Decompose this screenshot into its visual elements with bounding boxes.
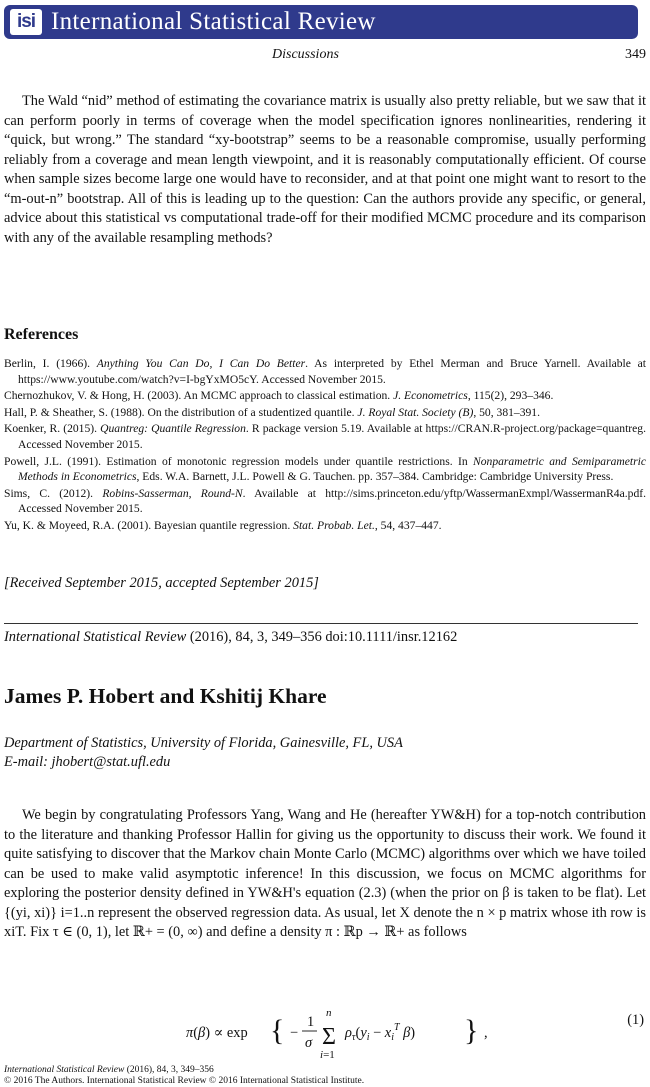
- page-footer: [4, 1065, 364, 1087]
- affiliation-block: [4, 734, 403, 772]
- equation-number: (1): [627, 1012, 644, 1028]
- affiliation: Department of Statistics, University of Florida, Gainesville, FL, USA: [4, 735, 403, 751]
- footer-citation: International Statistical Review (2016), 84, 3, 349–356: [4, 1065, 214, 1075]
- svg-text:i=1: i=1: [320, 1049, 335, 1061]
- svg-text:,: ,: [484, 1025, 488, 1041]
- svg-text:n: n: [326, 1007, 332, 1019]
- reference-item: Yu, K. & Moyeed, R.A. (2001). Bayesian quantile regression. Stat. Probab. Let., 54, 437–447.: [4, 518, 442, 532]
- reference-item: Sims, C. (2012). Robins-Sasserman, Round-N. Available at http://sims.princeton.edu/yftp/WassermanExmpl/WassermanR4a.pdf. Accessed November 2015.: [4, 486, 647, 516]
- svg-text:1: 1: [307, 1014, 315, 1030]
- journal-title: International Statistical Review: [51, 8, 376, 35]
- reference-item: Hall, P. & Sheather, S. (1988). On the distribution of a studentized quantile. J. Royal Stat. Society (B), 50, 381–391.: [4, 405, 540, 419]
- running-head: [0, 47, 646, 67]
- intro-paragraph: The Wald “nid” method of estimating the covariance matrix is usually also pretty reliable, but we saw that it can perform poorly in terms of coverage when the model specification ignores nonlinearities, rendering it “quick, but wrong.” The standard “xy-bootstrap” seems to be a reasonable compromise, usually performing reliably from a coverage and mean length viewpoint, and it is reasonably computationally efficient. Of course when sample sizes become large one would have to reconsider, and at that point one might want to resort to the “m-out-n” bootstrap. All of this is leading up to the question: Can the authors provide any specific, or general, advice about this statistical vs computational trade-off for their modified MCMC procedure and its comparison with any of the available resampling methods?: [4, 93, 646, 246]
- svg-text:π(β) ∝ exp: π(β) ∝ exp: [186, 1025, 248, 1041]
- isi-logo: isi: [10, 9, 42, 35]
- references-list: [4, 356, 646, 535]
- discussion-authors: James P. Hobert and Kshitij Khare: [4, 684, 327, 708]
- footer-copyright: © 2016 The Authors. International Statistical Review © 2016 International Statistical Institute.: [4, 1076, 365, 1086]
- svg-text:{: {: [270, 1014, 285, 1047]
- svg-text:σ: σ: [305, 1035, 313, 1051]
- reference-item: Koenker, R. (2015). Quantreg: Quantile Regression. R package version 5.19. Available at https://CRAN.R-project.org/package=quantreg. Accessed November 2015.: [4, 422, 646, 451]
- svg-text:−: −: [290, 1025, 299, 1041]
- references-heading: References: [4, 326, 79, 343]
- reference-item: Chernozhukov, V. & Hong, H. (2003). An MCMC approach to classical estimation. J. Econometrics, 115(2), 293–346.: [4, 389, 554, 403]
- author-email: E-mail: jhobert@stat.ufl.edu: [4, 754, 171, 770]
- svg-text:}: }: [464, 1014, 479, 1047]
- reference-item: Powell, J.L. (1991). Estimation of monotonic regression models under quantile restrictions. In Nonparametric and Semiparametric Methods in Econometrics, Eds. W.A. Barnett, J.L. Powell & G. Tauchen. pp. 357–384. Cambridge: Cambridge University Press.: [4, 454, 647, 484]
- svg-text:ρτ(yi − xiT β): $\rho_\tau(y_i - x_i^T$ β): [345, 1022, 416, 1043]
- svg-text:Σ: Σ: [322, 1024, 336, 1050]
- journal-banner: [4, 5, 638, 39]
- reference-item: Berlin, I. (1966). Anything You Can Do, I Can Do Better. As interpreted by Ethel Merman and Bruce Yarnell. Available at https://www.youtube.com/watch?v=I-bgYxMO5cY. Accessed November 2015.: [4, 357, 647, 386]
- received-note: [Received September 2015, accepted September 2015]: [4, 575, 319, 591]
- section-divider: [4, 623, 638, 624]
- article-citation: International Statistical Review (2016), 84, 3, 349–356 doi:10.1111/insr.12162: [4, 629, 458, 645]
- discussion-paragraph: We begin by congratulating Professors Yang, Wang and He (hereafter YW&H) for a top-notch contribution to the literature and thanking Professor Hallin for giving us the opportunity to discuss their work. We found it quite satisfying to discover that the Markov chain Monte Carlo (MCMC) algorithms over which we have toiled can be used to make valid asymptotic inference! In this discussion, we focus on MCMC algorithms for exploring the posterior density defined in YW&H's equation (2.3) (when the prior on β is taken to be flat). Let {(yi, xi)} i=1..n represent the observed regression data. As usual, let X denote the n × p matrix whose ith row is xiT. Fix τ ∈ (0, 1), let ℝ+ = (0, ∞) and define a density π : ℝp → ℝ+ as follows: [4, 807, 646, 940]
- page-number: 349: [625, 47, 646, 62]
- section-name: Discussions: [272, 47, 339, 62]
